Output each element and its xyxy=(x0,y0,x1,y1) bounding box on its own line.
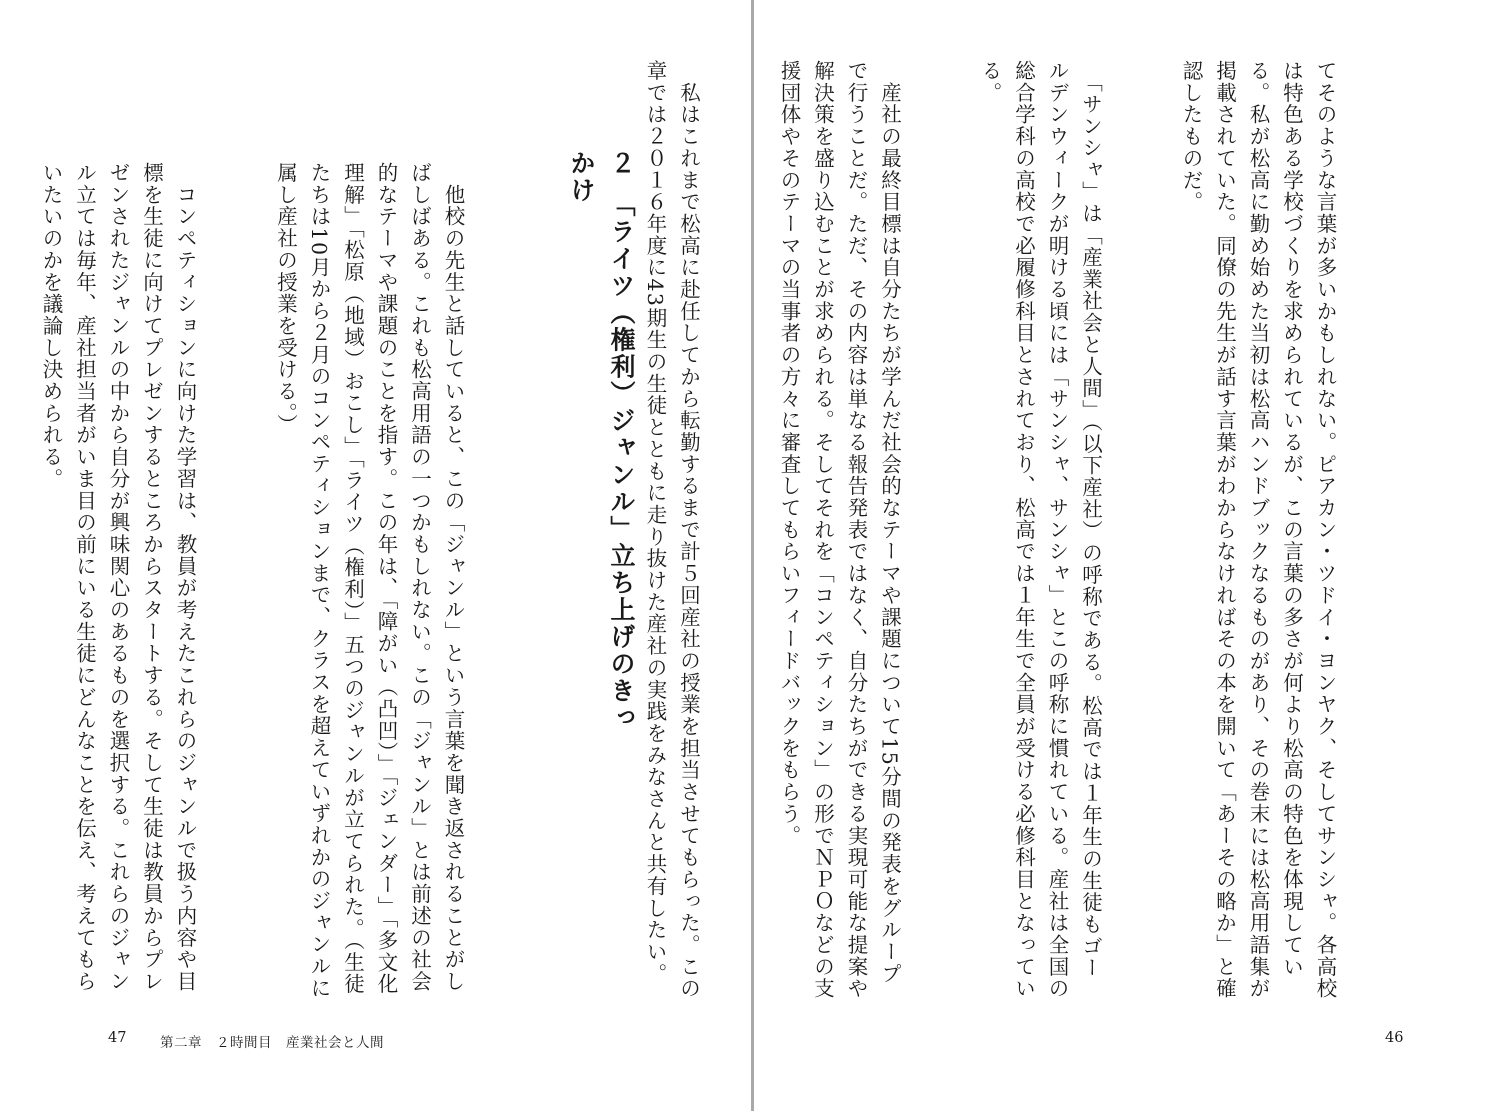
section-heading: ２ 「ライツ（権利）ジャンル」立ち上げのきっかけ xyxy=(567,150,636,732)
page-number: 46 xyxy=(1385,1030,1404,1046)
page-number: 47 xyxy=(108,1030,127,1046)
right-page-body-text xyxy=(643,60,1408,1000)
paragraph: 「サンシャ」は「産業社会と人間」（以下産社）の呼称である。松高では１年生の生徒もゴールデンウィークが明ける頃には「サンシャ、サンシャ」とこの呼称に慣れている。産社は全国の総合学科の高校で必履修科目とされており、松高では１年生で全員が受ける必修科目となっている。 xyxy=(978,60,1103,1000)
paragraph: コンペティションに向けた学習は、教員が考えたこれらのジャンルで扱う内容や目標を生徒に向けてプレゼンするところからスタートする。そして生徒は教員からプレゼンされたジャンルの中から自分が興味関心のあるものを選択する。これらのジャンル立ては毎年、産社担当者がいま目の前にいる生徒にどんなことを伝え、考えてもらいたいのかを議論し決められる。 xyxy=(39,162,197,993)
paragraph: 私はこれまで松高に赴任してから転勤するまで計５回産社の授業を担当させてもらった。この章では２０１６年度に43期生の生徒とともに走り抜けた産社の実践をみなさんと共有したい。 xyxy=(643,60,701,1000)
paragraph: 他校の先生と話していると、この「ジャンル」という言葉を聞き返されることがしばしばある。これも松高用語の一つかもしれない。この「ジャンル」とは前述の社会的なテーマや課題のことを指す。この年は、「障がい（凸凹）」「ジェンダー」「多文化理解」「松原（地域）おこし」「ライツ（権利）」五つのジャンルが立てられた。（生徒たちは10月から２月のコンペティションまで、クラスを超えていずれかのジャンルに属し産社の授業を受ける。） xyxy=(273,162,465,1000)
paragraph: 産社の最終目標は自分たちが学んだ社会的なテーマや課題について15分間の発表をグループで行うことだ。ただ、その内容は単なる報告発表ではなく、自分たちができる実現可能な提案や解決策を盛り込むことが求められる。そしてそれを「コンペティション」の形でＮＰＯなどの支援団体やそのテーマの当事者の方々に審査してもらいフィードバックをもらう。 xyxy=(777,60,902,1000)
running-head: 第二章 ２時間目 産業社会と人間 xyxy=(160,1035,384,1051)
left-page-body-text xyxy=(39,162,536,1000)
paragraph: てそのような言葉が多いかもしれない。ピアカン・ツドイ・ヨンヤク、そしてサンシャ。各高校は特色ある学校づくりを求められているが、この言葉の多さが何より松高の特色を体現している。私が松高に勤め始めた当初は松高ハンドブックなるものがあり、その巻末には松高用語集が掲載されていた。同僚の先生が話す言葉がわからなければその本を開いて「あーその略か」と確認したものだ。 xyxy=(1179,60,1337,1000)
